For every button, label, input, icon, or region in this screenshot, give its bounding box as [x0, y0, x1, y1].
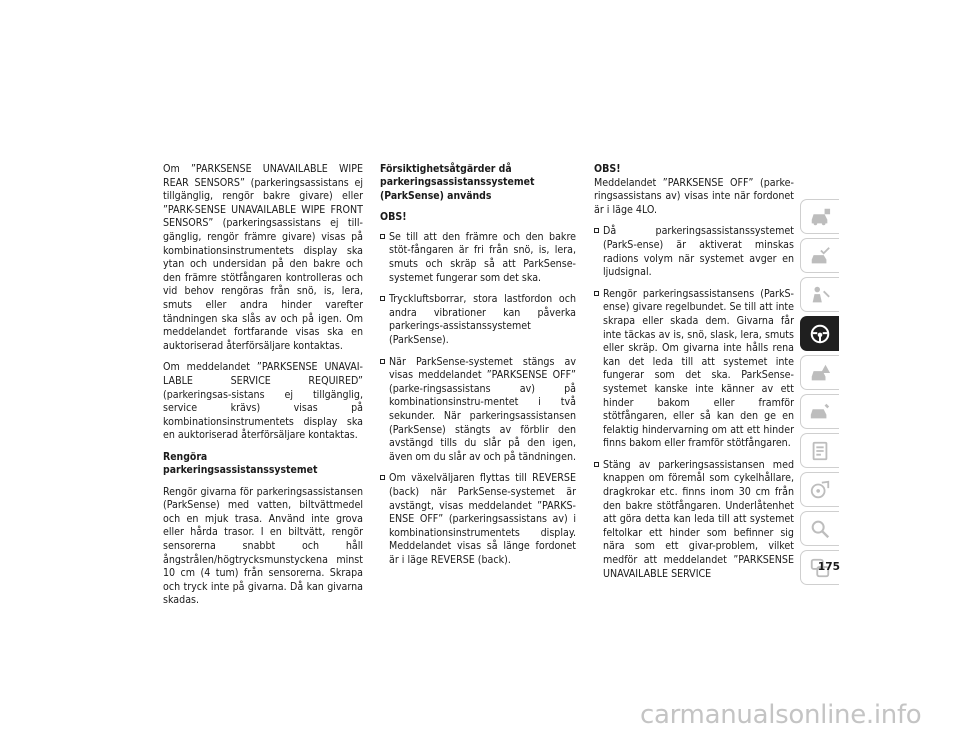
heading-precautions: Försiktighetsåtgärder då parkeringsassistanssystemet (ParkSense) används	[380, 163, 535, 202]
note-label: OBS!	[594, 163, 621, 175]
bullet-icon	[594, 462, 599, 467]
bullet-icon	[594, 228, 599, 233]
search-index-icon	[809, 518, 831, 540]
steering-wheel-icon	[809, 323, 831, 345]
paragraph-clean-instructions: Rengör givarna för parkeringsassistansen (ParkSense) med vatten, biltvättmedel och en mjuk trasa. Använd inte grova eller hårda trasor. I en biltvätt, rengör sensorerna snabbt och håll ångstrålen/högtrycksmunstyckena minst 10 cm (4 tum) från sensorerna. Skrapa och tryck inte på givarna. Då kan givarna skadas.	[163, 485, 363, 607]
tab-multimedia[interactable]	[800, 472, 839, 507]
paragraph-wipe-sensors: Om ”PARKSENSE UNAVAILABLE WIPE REAR SENSORS” (parkeringsassistans ej tillgänglig, rengör bakre givare) eller ”PARK-SENSE UNAVAILABLE WIPE FRONT SENSORS” (parkeringsassistans ej till-gänglig, rengör främre givare) visas på kombinationsinstrumentets display ska ytan och undersidan på den bakre och den främre stötfångaren kontrolleras och vid behov rengöras från snö, is, lera, smuts eller andra hinder varefter tändningen ska slås av och på igen. Om meddelandet fortfarande visas ska en auktoriserad återförsäljare kontaktas.	[163, 163, 363, 352]
watermark: carmanualsonline.info	[640, 700, 922, 730]
list-item: Stäng av parkeringsassistansen med knappen om föremål som cykelhållare, dragkrokar etc. finns inom 30 cm från den bakre stötfångaren. Underlåtenhet att göra detta kan leda till att systemet feltolkar ett hinder som befinner sig nära som ett givar-problem, vilket medför att meddelandet ”PARKSENSE UNAVAILABLE SERVICE	[594, 459, 794, 581]
list-item: Tryckluftsborrar, stora lastfordon och andra vibrationer kan påverka parkerings-assistanssystemet (ParkSense).	[380, 293, 576, 347]
tab-search[interactable]	[800, 511, 839, 546]
column-middle	[380, 163, 576, 575]
car-warning-icon	[809, 362, 831, 384]
paragraph-4lo-note: Meddelandet ”PARKSENSE OFF” (parke-ringsassistans av) visas inte när fordonet är i läge 4LO.	[594, 176, 794, 216]
list-item: När ParkSense-systemet stängs av visas meddelandet ”PARKSENSE OFF” (parke-ringsassistans av) på kombinationsinstru-mentet i två sekunder. När parkeringsassistansen (ParkSense) stängts av förblir den avstängd tills du slår på den igen, även om du slår av och på tändningen.	[380, 356, 576, 465]
heading-clean-system: Rengöra parkeringsassistanssystemet	[163, 450, 318, 477]
note-label: OBS!	[380, 211, 407, 224]
tab-car-warning[interactable]	[800, 355, 839, 390]
tab-steering[interactable]	[800, 316, 839, 351]
tab-car-safety[interactable]	[800, 277, 839, 312]
maintenance-list-icon	[809, 440, 831, 462]
tab-maintenance[interactable]	[800, 433, 839, 468]
list-item: Rengör parkeringsassistansens (ParkS-ense) givare regelbundet. Se till att inte skrapa eller skada dem. Givarna får inte täckas av is, snö, slask, lera, smuts eller skräp. Om givarna inte hålls rena kan det leda till att systemet inte fungerar som det ska. ParkSense-systemet kanske inte känner av ett hinder bakom eller framför stötfångaren, eller så kan den ge en felaktig hindervarning om att ett hinder finns bakom eller framför stötfångaren.	[594, 288, 794, 451]
list-item: Om växelväljaren flyttas till REVERSE (back) när ParkSense-systemet är avstängt, visas meddelandet ”PARKS-ENSE OFF” (parkeringsassistans av) i kombinationsinstrumentets display. Meddelandet visas så länge fordonet är i läge REVERSE (back).	[380, 472, 576, 567]
car-service-icon	[809, 401, 831, 423]
bullet-icon	[380, 296, 385, 301]
column-left	[163, 163, 363, 616]
list-item: Se till att den främre och den bakre stöt-fångaren är fri från snö, is, lera, smuts och skräp så att ParkSense-systemet fungerar som det ska.	[380, 231, 576, 285]
column-right	[594, 163, 794, 589]
bullet-icon	[594, 291, 599, 296]
page-number: 175	[817, 561, 840, 573]
car-info-icon	[809, 206, 831, 228]
bullet-icon	[380, 475, 385, 480]
bullet-icon	[380, 359, 385, 364]
car-safety-icon	[809, 284, 831, 306]
bullet-icon	[380, 234, 385, 239]
tab-car-service[interactable]	[800, 394, 839, 429]
tab-car-check[interactable]	[800, 238, 839, 273]
multimedia-icon	[809, 479, 831, 501]
tab-car-info[interactable]	[800, 199, 839, 234]
chapter-tabs	[800, 199, 840, 589]
precaution-list	[380, 231, 576, 568]
note-list	[594, 225, 794, 581]
car-check-icon	[809, 245, 831, 267]
list-item: Då parkeringsassistanssystemet (ParkS-ense) är aktiverat minskas radions volym när systemet avger en ljudsignal.	[594, 225, 794, 279]
paragraph-service-required: Om meddelandet ”PARKSENSE UNAVAI-LABLE SERVICE REQUIRED” (parkeringsas-sistans ej tillgänglig, service krävs) visas på kombinationsinstrumentets display ska en auktoriserad återförsäljare kontaktas.	[163, 361, 363, 442]
